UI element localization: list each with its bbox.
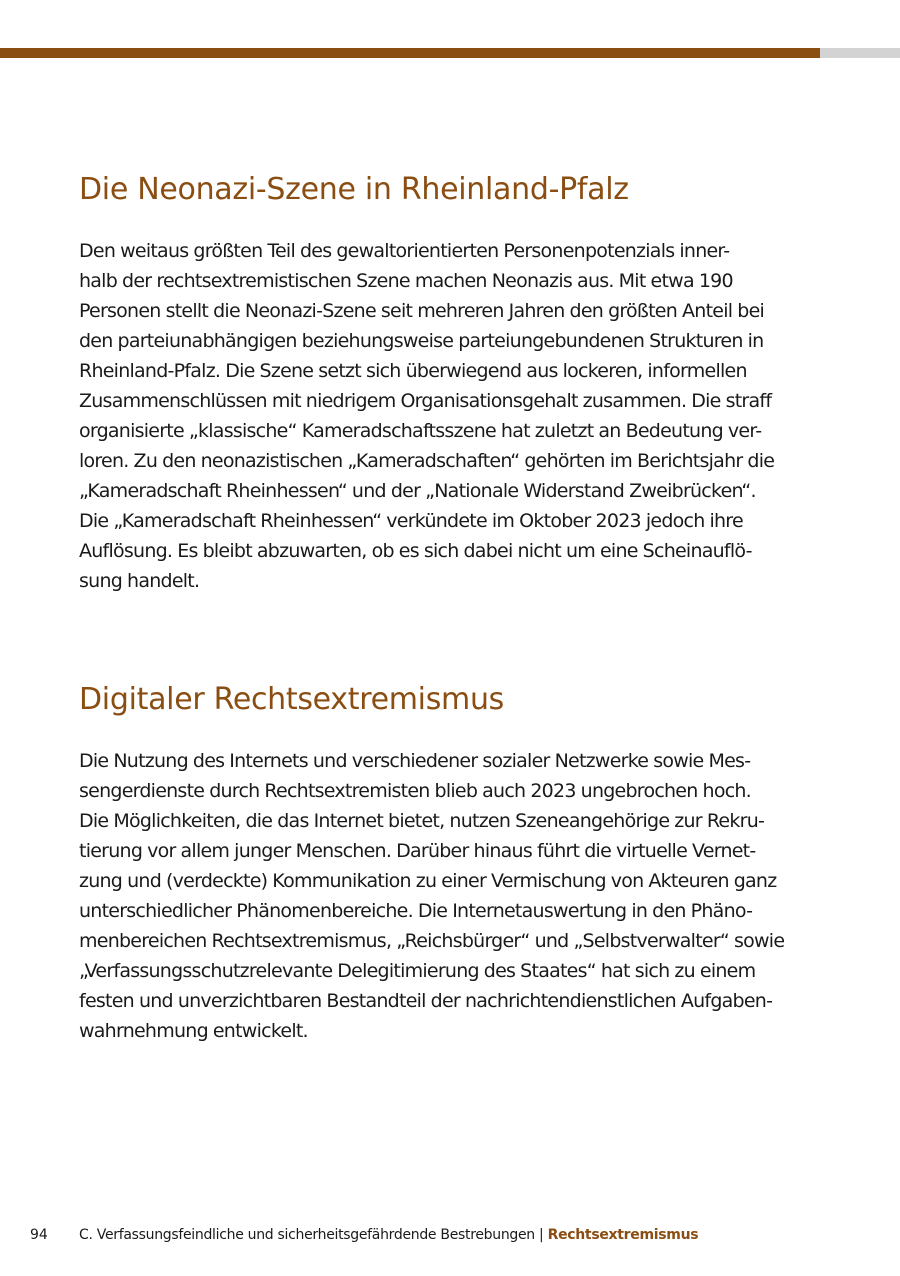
paragraph-line: organisierte „klassische“ Kameradschaftsszene hat zuletzt an Bedeutung ver- xyxy=(79,420,762,442)
paragraph-line: halb der rechtsextremistischen Szene machen Neonazis aus. Mit etwa 190 xyxy=(79,270,733,292)
page-footer xyxy=(30,1223,870,1247)
paragraph-line: Die Möglichkeiten, die das Internet bietet, nutzen Szeneangehörige zur Rekru- xyxy=(79,810,765,832)
paragraph-line: sung handelt. xyxy=(79,570,200,592)
paragraph-line: Den weitaus größten Teil des gewaltorientierten Personenpotenzials inner- xyxy=(79,240,730,262)
page-number: 94 xyxy=(30,1227,48,1243)
top-bar-grey-segment xyxy=(820,48,900,58)
paragraph-line: menbereichen Rechtsextremismus, „Reichsbürger“ und „Selbstverwalter“ sowie xyxy=(79,930,785,952)
section-heading: Digitaler Rechtsextremismus xyxy=(79,682,505,717)
footer-chapter: C. Verfassungsfeindliche und sicherheitsgefährdende Bestrebungen | xyxy=(79,1227,548,1243)
section-paragraph xyxy=(79,236,809,596)
paragraph-line: tierung vor allem junger Menschen. Darüber hinaus führt die virtuelle Vernet- xyxy=(79,840,756,862)
paragraph-line: „Kameradschaft Rheinhessen“ und der „Nationale Widerstand Zweibrücken“. xyxy=(79,480,756,502)
paragraph-line: zung und (verdeckte) Kommunikation zu einer Vermischung von Akteuren ganz xyxy=(79,870,777,892)
top-bar-accent-segment xyxy=(0,48,820,58)
section-digitaler-rechtsextremismus xyxy=(79,682,809,1046)
section-neonazi-szene xyxy=(79,172,809,596)
paragraph-line: Die Nutzung des Internets und verschiedener sozialer Netzwerke sowie Mes- xyxy=(79,750,751,772)
paragraph-line: Personen stellt die Neonazi-Szene seit mehreren Jahren den größten Anteil bei xyxy=(79,300,765,322)
paragraph-line: wahrnehmung entwickelt. xyxy=(79,1020,308,1042)
paragraph-line: Zusammenschlüssen mit niedrigem Organisationsgehalt zusammen. Die straff xyxy=(79,390,772,412)
section-heading: Die Neonazi-Szene in Rheinland-Pfalz xyxy=(79,172,629,207)
paragraph-line: festen und unverzichtbaren Bestandteil der nachrichtendienstlichen Aufgaben- xyxy=(79,990,773,1012)
paragraph-line: Rheinland-Pfalz. Die Szene setzt sich überwiegend aus lockeren, informellen xyxy=(79,360,747,382)
paragraph-line: Die „Kameradschaft Rheinhessen“ verkündete im Oktober 2023 jedoch ihre xyxy=(79,510,743,532)
paragraph-line: Auflösung. Es bleibt abzuwarten, ob es sich dabei nicht um eine Scheinauflö- xyxy=(79,540,752,562)
paragraph-line: „Verfassungsschutzrelevante Delegitimierung des Staates“ hat sich zu einem xyxy=(79,960,756,982)
top-decorative-bar xyxy=(0,48,900,58)
section-paragraph xyxy=(79,746,809,1046)
footer-section-name: Rechtsextremismus xyxy=(547,1227,699,1243)
paragraph-line: unterschiedlicher Phänomenbereiche. Die Internetauswertung in den Phäno- xyxy=(79,900,753,922)
paragraph-line: den parteiunabhängigen beziehungsweise parteiungebundenen Strukturen in xyxy=(79,330,764,352)
paragraph-line: loren. Zu den neonazistischen „Kameradschaften“ gehörten im Berichtsjahr die xyxy=(79,450,775,472)
paragraph-line: sengerdienste durch Rechtsextremisten blieb auch 2023 ungebrochen hoch. xyxy=(79,780,751,802)
